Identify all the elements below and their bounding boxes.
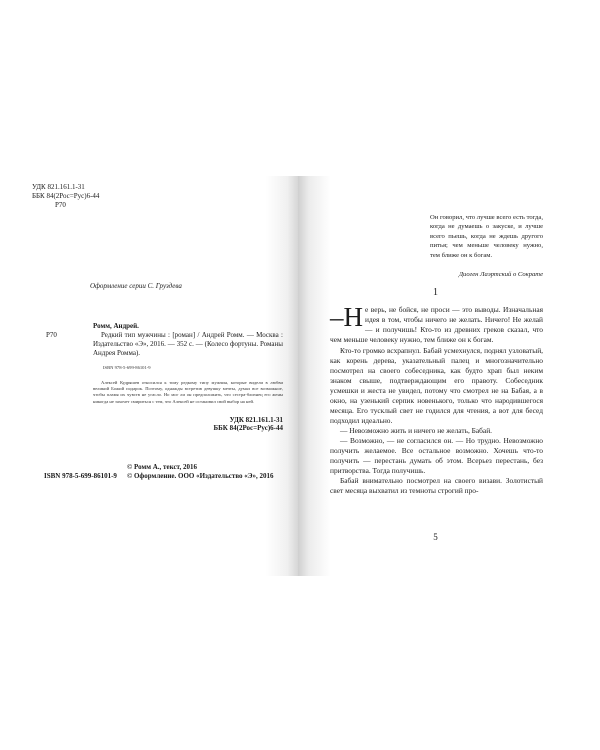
opening-paragraph-text: е верь, не бойся, не проси — это выводы. Изначальная идея в том, чтобы ничего не желать. Ничего! Не желай — и получишь! Кто-то из древних греков сказал, что чем меньше человеку нужно, тем ближе он к богам. [330, 305, 543, 344]
isbn-full: ISBN 978-5-699-86101-9 [44, 472, 117, 480]
drop-cap-dash: – [330, 302, 344, 332]
paragraph-4: — Возможно, — не согласился он. — Но трудно. Невозможно получить желаемое. Все остальное возможно. Хочешь что-то получить — перестань думать об этом. Всерьез перестань, без притворства. Тогда получишь. [330, 436, 543, 475]
paragraph-3: — Невозможно жить и ничего не желать, Бабай. [340, 426, 493, 435]
paragraph-5: Бабай внимательно посмотрел на своего визави. Золотистый свет месяца выхватил из темноты строгий про- [330, 476, 543, 495]
udk-code: УДК 821.161.1-31 [32, 183, 85, 191]
epigraph: Он говорил, что лучше всего есть тогда, когда не думаешь о закуске, и лучше всего пьешь, когда не ждешь другого питья; чем меньше человеку нужно, тем ближе он к богам. [430, 214, 543, 259]
udk-code-bottom: УДК 821.161.1-31 [229, 416, 283, 424]
bbk-code: ББК 84(2Рос=Рус)6-44 [32, 192, 100, 200]
bibliographic-entry: Редкий тип мужчины : [роман] / Андрей Ромм. — Москва : Издательство «Э», 2016. — 352 с. — (Колесо фортуны. Романы Андрея Ромма). [93, 331, 283, 357]
author-heading: Ромм, Андрей. [93, 322, 139, 330]
annotation-text: Алексей Кудряшев относился к тому редкому типу мужчин, которые видели в любви великий Божий подарок. Поэтому, однажды встретив девушку мечты, думал все возможное, чтобы пламя их чувств не угасло. Но мог ли он предположить, что сестра-близнец его жены никогда не захочет смириться с тем, что Алексей не остановил свой выбор на ней. [93, 380, 283, 404]
book-spread [30, 176, 570, 576]
right-page [298, 176, 570, 576]
isbn-small: ISBN 978-5-699-86101-9 [103, 365, 151, 370]
copyright-design: © Оформление. ООО «Издательство «Э», 2016 [127, 472, 274, 480]
drop-cap-letter: Н [343, 302, 363, 332]
paragraph-2: Кто-то громко всхрапнул. Бабай усмехнулся, поднял узловатый, как корень дерева, указательный палец и многозначительно посмотрел на своего собеседника, как будто храп был неким знаком свыше, подтверждающим его правоту. Собеседник усмешки и жеста не увидел, потому что смотрел не на Бабая, а в окно, на узенький серпик новенького, только что народившегося месяца. Его тусклый свет не годился для чтения, а вот для бесед подходил идеально. [330, 346, 543, 425]
left-page [30, 176, 298, 576]
series-design-credit: Оформление серии С. Груздева [90, 282, 182, 290]
epigraph-source: Диоген Лаэртский о Сократе [458, 271, 543, 278]
author-code-margin: Р70 [46, 331, 57, 339]
page-number: 5 [433, 532, 438, 542]
chapter-number: 1 [433, 287, 438, 298]
author-code: Р70 [55, 201, 66, 209]
chapter-text [330, 302, 543, 496]
bbk-code-bottom: ББК 84(2Рос=Рус)6-44 [213, 424, 283, 432]
drop-cap [330, 302, 363, 332]
opening-paragraph [330, 302, 543, 345]
copyright-author: © Ромм А., текст, 2016 [127, 463, 197, 471]
